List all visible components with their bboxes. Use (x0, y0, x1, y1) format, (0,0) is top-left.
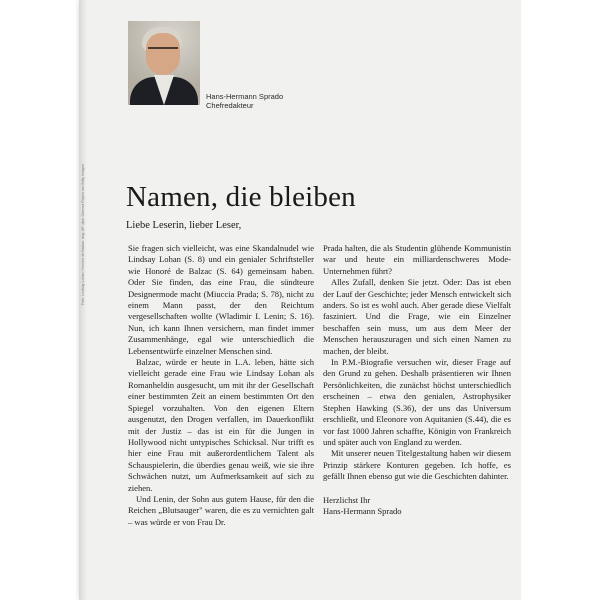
article-title: Namen, die bleiben (126, 181, 356, 213)
signature: Hans-Hermann Sprado (323, 505, 402, 516)
paragraph: In P.M.-Biografie versuchen wir, dieser Frage auf den Grund zu gehen. Deshalb präsentieren wir Ihnen Persönlichkeiten, die zunächst höchst unterschiedlich erscheinen – etwa den genialen, Astrophysiker Stephen Hawking (S.36), der uns das Universum erschließt, und Eleonore von Aquitanien (S.44), die es vor fast 1000 Jahren schaffte, Königin von Frankreich und später auch von England zu werden. (323, 357, 511, 447)
author-photo (128, 21, 200, 105)
paragraph: Sie fragen sich vielleicht, was eine Skandalnudel wie Lindsay Lohan (S. 8) und ein genialer Schriftsteller wie Honoré de Balzac (S. 64) gemeinsam haben. Oder Sie finden, das eine Frau, die sündteure Designermode macht (Miuccia Prada; S. 78), nicht zu einem Mann passt, der den Reichtum vergesellschaften wollte (Wladimir I. Lenin; S. 16). Nun, ich kann Ihnen versichern, man findet immer Zusammenhänge, egal wie unterschiedlich die Lebensentwürfe einzelner Menschen sind. (128, 243, 314, 356)
author-name: Hans-Hermann Sprado (206, 92, 284, 101)
article-column-right (323, 243, 511, 517)
paragraph: Balzac, würde er heute in L.A. leben, hätte sich vielleicht gerade eine Frau wie Lindsay Lohan als Romanheldin ausgesucht, um mit ihr der Gesellschaft einer bestimmten Zeit an einem bestimmten Ort den Spiegel vorzuhalten. Von den eigenen Eltern ausgenutzt, den Drogen verfallen, im Dauerkonflikt mit der Justiz – das ist ein für die Jungen in Hollywood nicht untypisches Schicksal. Nur trifft es hier eine Frau mit außerordentlichem Talent als Schauspielerin, die überdies genau weiß, wie sie ihre Schwächen nutzt, um Aufmerksamkeit auf sich zu ziehen. (128, 357, 314, 493)
author-caption (206, 92, 283, 110)
magazine-page (79, 0, 521, 600)
paragraph: Mit unserer neuen Titelgestaltung haben wir diesem Prinzip stärkere Konturen gegeben. Ich hoffe, es gefällt Ihnen ebenso gut wie die Geschichten dahinter. (323, 448, 511, 482)
photo-credit-text: Foto: Lindsay Lohan / Honoré de Balzac: akg; AP; dpa; Gamma Rapho via Getty Images (81, 164, 85, 305)
paragraph: Alles Zufall, denken Sie jetzt. Oder: Das ist eben der Lauf der Geschichte; jeder Mensch entwickelt sich anders. So ist es wohl auch. Aber gerade diese Vielfalt fasziniert. Und die Frage, wie ein Einzelner beschaffen sein muss, um aus dem Meer der Menschen herauszuragen und sich einen Namen zu machen, der bleibt. (323, 277, 511, 356)
article-column-left (128, 243, 314, 528)
author-role: Chefredakteur (206, 101, 254, 110)
paragraph: Prada halten, die als Studentin glühende Kommunistin war und heute ein milliardenschweres Mode-Unternehmen führt? (323, 243, 511, 276)
photo-glasses (148, 47, 178, 55)
article-greeting: Liebe Leserin, lieber Leser, (126, 220, 242, 231)
closing-line: Herzlichst Ihr (323, 494, 371, 505)
paragraph: Und Lenin, der Sohn aus gutem Hause, für den die Reichen „Blutsauger" waren, die es zu vernichten galt – was würde er von Frau Dr. (128, 493, 314, 527)
